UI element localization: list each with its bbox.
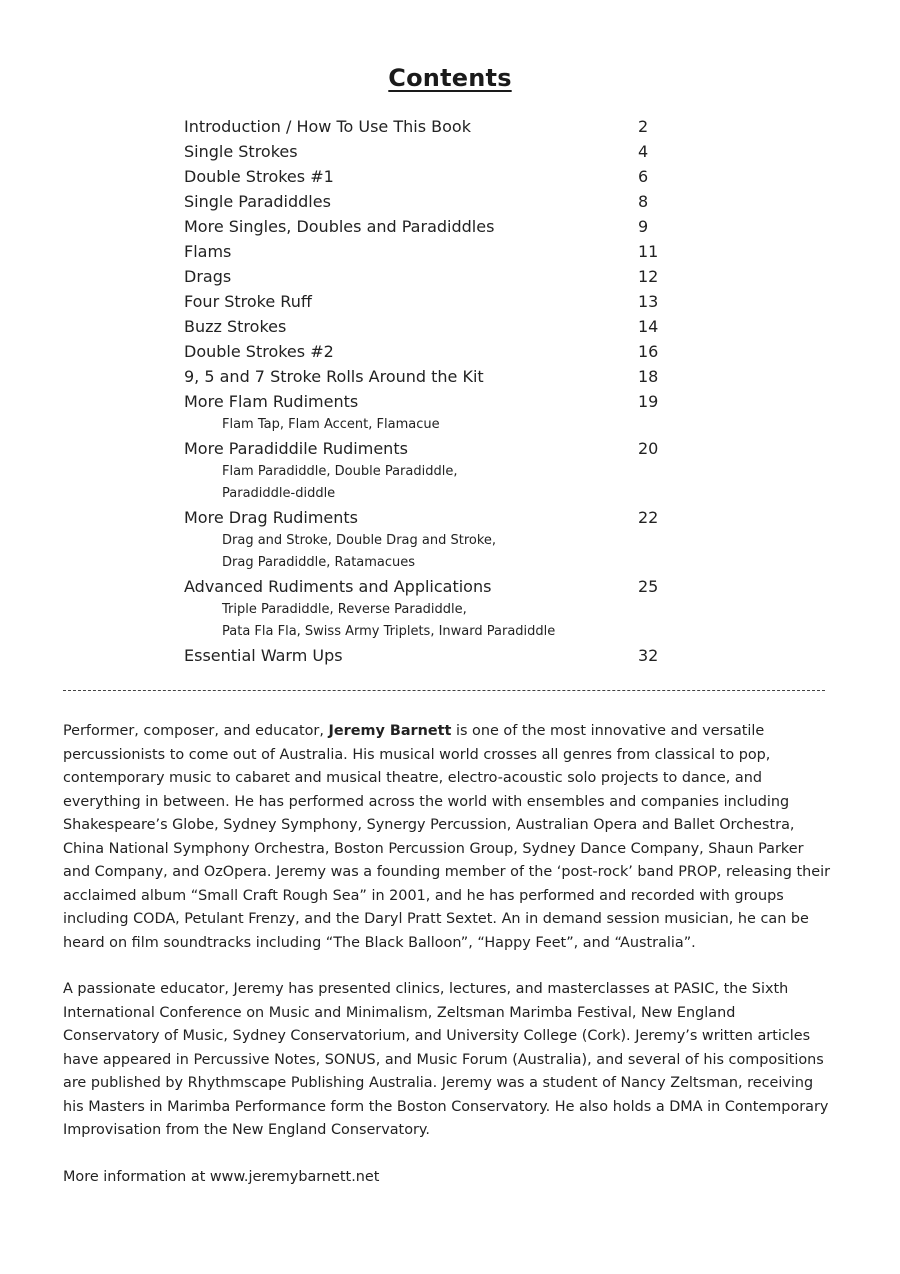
toc-entry-title: More Singles, Doubles and Paradiddles [184,217,495,236]
toc-entry-row [184,239,684,264]
toc-entry-title: Buzz Strokes [184,317,287,336]
toc-page-number: 8 [638,192,649,211]
toc-entry-row [184,505,684,530]
toc-subtopics: Drag Paradiddle, Ratamacues [222,555,416,570]
toc-entry-title: More Paradiddile Rudiments [184,439,408,458]
toc-entry-row [184,214,684,239]
toc-entry-title: Flams [184,242,232,261]
toc-entry [184,643,684,668]
toc-entry-row [184,364,684,389]
toc-page-number: 4 [638,142,649,161]
toc-entry-title: Introduction / How To Use This Book [184,117,471,136]
toc-entry [184,314,684,339]
toc-page-number: 13 [638,292,659,311]
toc-page-number: 6 [638,167,649,186]
toc-entry [184,239,684,264]
toc-page-number: 20 [638,439,659,458]
toc-entry-title: Single Paradiddles [184,192,331,211]
toc-entry [184,364,684,389]
toc-entry-row [184,114,684,139]
toc-entry [184,339,684,364]
toc-entry-row [184,189,684,214]
toc-entry-row [184,164,684,189]
toc-entry-row [184,574,684,599]
bio-paragraph-2: A passionate educator, Jeremy has presented clinics, lectures, and masterclasses at PASIC, the Sixth International Conference on Music and Minimalism, Zeltsman Marimba Festival, New England Conservatory of Music, Sydney Conservatorium, and University College (Cork). Jeremy’s written articles have appeared in Percussive Notes, SONUS, and Music Forum (Australia), and several of his compositions are published by Rhythmscape Publishing Australia. Jeremy was a student of Nancy Zeltsman, receiving his Masters in Marimba Performance form the Boston Conservatory. He also holds a DMA in Contemporary Improvisation from the New England Conservatory. [63,981,829,1138]
toc-entry [184,139,684,164]
toc-subtopics: Paradiddle-diddle [222,486,336,501]
bio-website-line: More information at www.jeremybarnett.net [63,1168,380,1185]
bio-intro-text: Performer, composer, and educator, [63,723,329,739]
toc-subtopics: Flam Tap, Flam Accent, Flamacue [222,417,440,432]
toc-entry-row [184,139,684,164]
toc-entry [184,214,684,239]
toc-page-number: 18 [638,367,659,386]
toc-entry-title: 9, 5 and 7 Stroke Rolls Around the Kit [184,367,484,386]
toc-entry [184,389,684,436]
toc-entry [184,164,684,189]
toc-entry-title: Double Strokes #1 [184,167,334,186]
toc-entry-title: Essential Warm Ups [184,646,343,665]
toc-entry-row [184,339,684,364]
toc-subtopics: Triple Paradiddle, Reverse Paradiddle, [222,602,467,617]
toc-entry-row [184,389,684,414]
toc-entry-title: Advanced Rudiments and Applications [184,577,492,596]
toc-page-number: 25 [638,577,659,596]
toc-entry-row [184,289,684,314]
toc-page-number: 32 [638,646,659,665]
toc-entry [184,574,684,643]
toc-entry-title: More Drag Rudiments [184,508,359,527]
toc-subtopics: Drag and Stroke, Double Drag and Stroke, [222,533,497,548]
toc-entry-row [184,643,684,668]
toc-subtopics: Pata Fla Fla, Swiss Army Triplets, Inward Paradiddle [222,624,556,639]
toc-entry [184,189,684,214]
contents-heading: Contents [388,64,512,92]
toc-page-number: 12 [638,267,659,286]
toc-subtopics: Flam Paradiddle, Double Paradiddle, [222,464,458,479]
bio-body-text: is one of the most innovative and versatile percussionists to come out of Australia. His musical world crosses all genres from classical to pop, contemporary music to cabaret and musical theatre, electro-acoustic solo projects to dance, and everything in between. He has performed across the world with ensembles and companies including Shakespeare’s Globe, Sydney Symphony, Synergy Percussion, Australian Opera and Ballet Orchestra, China National Symphony Orchestra, Boston Percussion Group, Sydney Dance Company, Shaun Parker and Company, and OzOpera. Jeremy was a founding member of the ‘post-rock’ band PROP, releasing their acclaimed album “Small Craft Rough Sea” in 2001, and he has performed and recorded with groups including CODA, Petulant Frenzy, and the Daryl Pratt Sextet. An in demand session musician, he can be heard on film soundtracks including “The Black Balloon”, “Happy Feet”, and “Australia”. [63,723,831,951]
toc-entry-title: Drags [184,267,232,286]
toc-entry [184,436,684,505]
toc-page-number: 11 [638,242,659,261]
table-of-contents [184,114,684,668]
toc-entry-title: More Flam Rudiments [184,392,359,411]
toc-page-number: 22 [638,508,659,527]
toc-entry-row [184,264,684,289]
toc-entry-title: Four Stroke Ruff [184,292,312,311]
toc-entry-row [184,314,684,339]
toc-entry-title: Single Strokes [184,142,298,161]
biography [63,720,835,1212]
toc-page-number: 16 [638,342,659,361]
dashed-divider [63,690,825,691]
toc-page-number: 2 [638,117,649,136]
toc-entry-row [184,436,684,461]
toc-entry [184,264,684,289]
toc-entry [184,114,684,139]
bio-paragraph-1 [63,720,835,955]
toc-entry [184,289,684,314]
toc-page-number: 9 [638,217,649,236]
toc-page-number: 19 [638,392,659,411]
toc-entry [184,505,684,574]
toc-entry-title: Double Strokes #2 [184,342,334,361]
toc-page-number: 14 [638,317,659,336]
author-name: Jeremy Barnett [328,723,452,739]
